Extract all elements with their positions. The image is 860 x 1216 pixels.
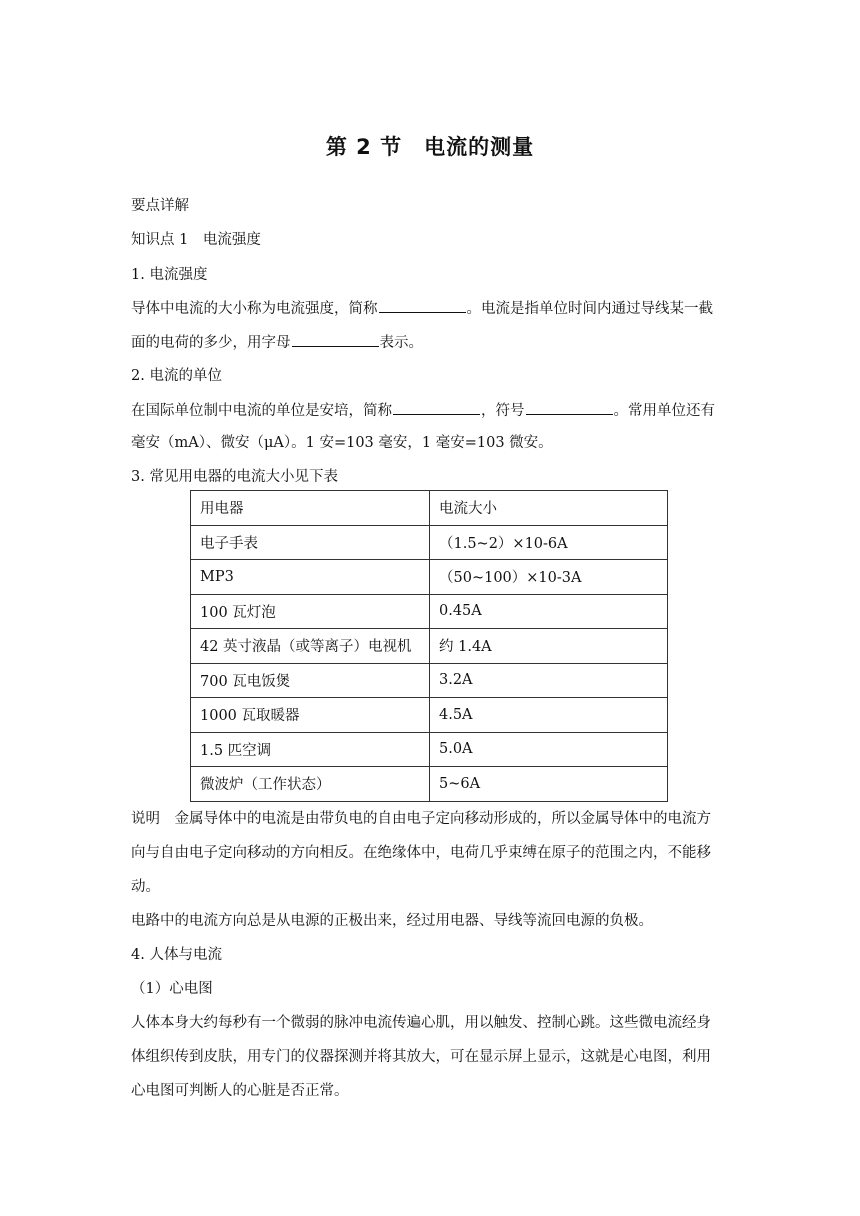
section-heading: 要点详解 [131,198,189,214]
note-line4: 电路中的电流方向总是从电源的正极出来，经过用电器、导线等流回电源的负极。 [131,913,653,929]
item3-heading: 3. 常见用电器的电流大小见下表 [131,469,338,485]
note-line2: 向与自由电子定向移动的方向相反。在绝缘体中，电荷几乎束缚在原子的范围之内，不能移 [131,845,711,861]
table-header-row [191,491,668,526]
fill-blank [526,400,613,415]
item4-heading: 4. 人体与电流 [131,947,222,963]
table-cell: （1.5~2）×10-6A [430,525,668,560]
table-row [191,767,668,802]
table-cell: 1000 瓦取暖器 [191,698,430,733]
page-title: 第 2 节 电流的测量 [325,135,535,159]
fill-blank [379,298,466,313]
fill-blank [292,332,379,347]
item4-paragraph-line1: 人体本身大约每秒有一个微弱的脉冲电流传遍心肌，用以触发、控制心跳。这些微电流经身 [131,1015,711,1031]
note-line3: 动。 [131,879,160,895]
table-row [191,525,668,560]
table-row [191,594,668,629]
item1-paragraph-line2 [131,332,741,353]
text-segment: 表示。 [379,335,423,351]
table-cell: 5~6A [430,767,668,802]
item2-heading: 2. 电流的单位 [131,368,222,384]
item1-paragraph-line1 [131,298,741,319]
table-header-cell: 用电器 [191,491,430,526]
text-segment: 导体中电流的大小称为电流强度，简称 [131,301,378,317]
table-row [191,732,668,767]
current-table [190,490,668,802]
fill-blank [393,400,480,415]
table-cell: 3.2A [430,663,668,698]
table-header-cell: 电流大小 [430,491,668,526]
table-row [191,663,668,698]
item4-subheading: （1）心电图 [131,981,213,997]
text-segment: 在国际单位制中电流的单位是安培，简称 [131,403,392,419]
note-line1: 说明 金属导体中的电流是由带负电的自由电子定向移动形成的，所以金属导体中的电流方 [131,811,711,827]
table-row [191,629,668,664]
item4-paragraph-line2: 体组织传到皮肤，用专门的仪器探测并将其放大，可在显示屏上显示，这就是心电图，利用 [131,1049,711,1065]
table-row [191,560,668,595]
knowledge-point-heading: 知识点 1 电流强度 [131,232,261,248]
table-cell: 电子手表 [191,525,430,560]
table-cell: 微波炉（工作状态） [191,767,430,802]
table-cell: 1.5 匹空调 [191,732,430,767]
table-cell: 4.5A [430,698,668,733]
table-cell: MP3 [191,560,430,595]
table-row [191,698,668,733]
text-segment: ，符号 [481,403,525,419]
item2-paragraph-line1 [131,400,741,421]
text-segment: 。电流是指单位时间内通过导线某一截 [466,301,713,317]
item1-heading: 1. 电流强度 [131,267,208,283]
table-cell: （50~100）×10-3A [430,560,668,595]
table-cell: 700 瓦电饭煲 [191,663,430,698]
item2-paragraph-line2: 毫安（mA）、微安（μA）。1 安=103 毫安，1 毫安=103 微安。 [131,435,553,451]
table-cell: 100 瓦灯泡 [191,594,430,629]
table-cell: 42 英寸液晶（或等离子）电视机 [191,629,430,664]
item4-paragraph-line3: 心电图可判断人的心脏是否正常。 [131,1083,349,1099]
table-cell: 0.45A [430,594,668,629]
table-cell: 约 1.4A [430,629,668,664]
text-segment: 。常用单位还有 [613,403,715,419]
table-cell: 5.0A [430,732,668,767]
text-segment: 面的电荷的多少，用字母 [131,335,291,351]
